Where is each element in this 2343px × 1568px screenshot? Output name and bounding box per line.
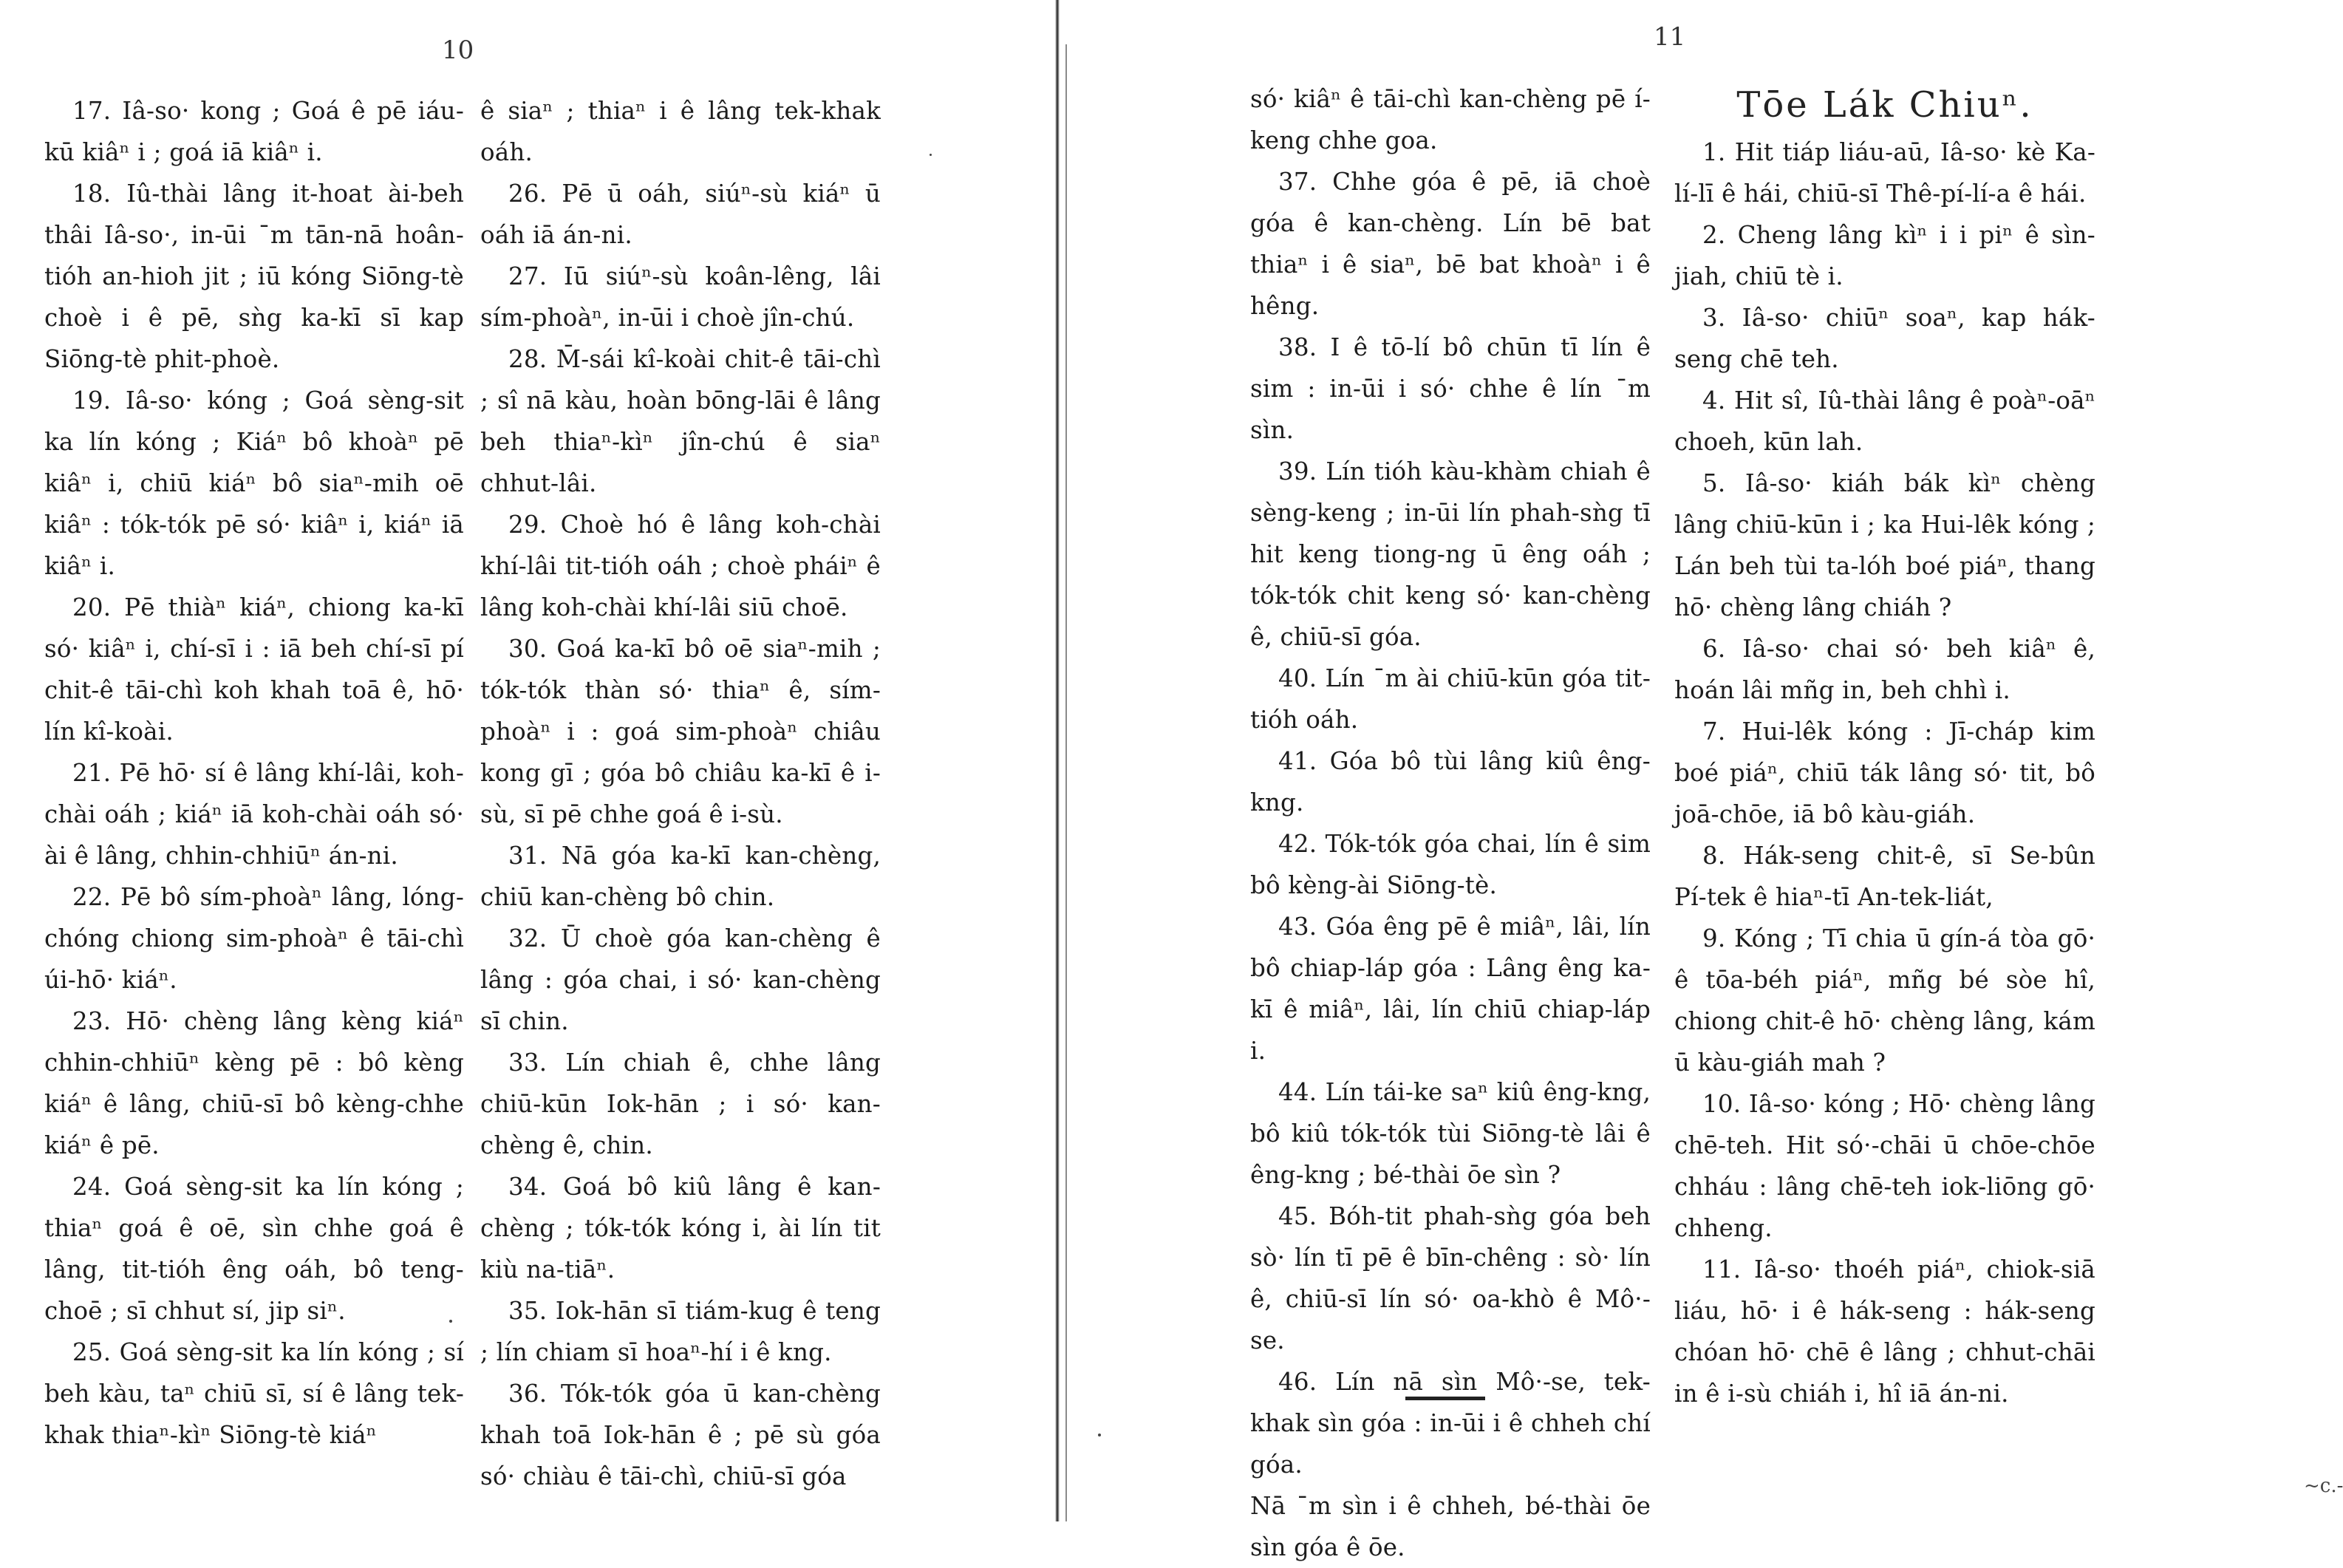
verse: 18. Iû-thài lâng it-hoat ài-beh thâi Iâ-so·, in-ūi ˉm tān-nā hoân-tióh an-hioh jit ; iū kóng Siōng-tè choè i ê pē, sǹg ka-kī sī kap Siōng-tè phit-phoè. [44, 180, 464, 373]
verse: 41. Góa bô tùi lâng kiû êng-kng. [1250, 747, 1651, 817]
end-rule [1405, 1397, 1485, 1400]
verse: 7. Hui-lêk kóng : Jī-cháp kim boé piáⁿ, chiū ták lâng só· tit, bô joā-chōe, iā bô kàu-giáh. [1674, 717, 2095, 828]
right-page [1057, 0, 2343, 1561]
verse: 38. I ê tō-lí bô chūn tī lín ê sim : in-ūi i só· chhe ê lín ˉm sìn. [1250, 333, 1651, 444]
verse: 6. Iâ-so· chai só· beh kiâⁿ ê, hoán lâi mñg in, beh chhì i. [1674, 635, 2095, 704]
verse: 29. Choè hó ê lâng koh-chài khí-lâi tit-tióh oáh ; choè pháiⁿ ê lâng koh-chài khí-lâi siū choē. [480, 511, 881, 621]
verse: 21. Pē hō· sí ê lâng khí-lâi, koh-chài oáh ; kiáⁿ iā koh-chài oáh só· ài ê lâng, chhin-chhiūⁿ án-ni. [44, 759, 464, 870]
verse: 1. Hit tiáp liáu-aū, Iâ-so· kè Ka-lí-lī ê hái, chiū-sī Thê-pí-lí-a ê hái. [1674, 138, 2095, 208]
chapter-body [1674, 132, 2095, 1414]
verse: 39. Lín tióh kàu-khàm chiah ê sèng-keng ; in-ūi lín phah-sǹg tī hit keng tiong-ng ū êng oáh ; tók-tók chit keng só· kan-chèng ê, chiū-sī góa. [1250, 457, 1651, 651]
ink-speck [1098, 1434, 1101, 1436]
verse: 3. Iâ-so· chiūⁿ soaⁿ, kap hák-seng chē teh. [1674, 304, 2095, 373]
verse: 11. Iâ-so· thoéh piáⁿ, chiok-siā liáu, hō· i ê hák-seng : hák-seng chóan hō· chē ê lâng ; chhut-chāi in ê i-sù chiáh i, hî iā án-ni. [1674, 1255, 2095, 1408]
verse: 35. Iok-hān sī tiám-kug ê teng ; lín chiam sī hoaⁿ-hí i ê kng. [480, 1297, 881, 1366]
ink-speck [930, 154, 932, 156]
left-page [0, 0, 1057, 1521]
verse: 25. Goá sèng-sit ka lín kóng ; sí beh kàu, taⁿ chiū sī, sí ê lâng tek-khak thiaⁿ-kìⁿ Siōng-tè kiáⁿ [44, 1338, 464, 1449]
text-column-right [480, 90, 881, 1497]
verse: 2. Cheng lâng kìⁿ i i piⁿ ê sìn-jiah, chiū tè i. [1674, 221, 2095, 290]
ink-speck [449, 1320, 452, 1323]
verse: 40. Lín ˉm ài chiū-kūn góa tit-tióh oáh. [1250, 664, 1651, 734]
page-number: 11 [1654, 22, 1686, 52]
page-number: 10 [442, 35, 474, 65]
verse: 26. Pē ū oáh, siúⁿ-sù kiáⁿ ū oáh iā án-ni. [480, 180, 881, 249]
text-column-left [1250, 78, 1651, 1568]
verse: 9. Kóng ; Tī chia ū gín-á tòa gō· ê tōa-béh piáⁿ, mñg bé sòe hî, chiong chit-ê hō· chèng lâng, kám ū kàu-giáh mah ? [1674, 924, 2095, 1077]
verse: 33. Lín chiah ê, chhe lâng chiū-kūn Iok-hān ; i só· kan-chèng ê, chin. [480, 1049, 881, 1159]
text-column-left [44, 90, 464, 1456]
continued-text: Nā ˉm sìn i ê chheh, bé-thài ōe sìn góa ê ōe. [1250, 1492, 1651, 1561]
verse: 5. Iâ-so· kiáh bák kìⁿ chèng lâng chiū-kūn i ; ka Hui-lêk kóng ; Lán beh tùi ta-lóh boé piáⁿ, thang hō· chèng lâng chiáh ? [1674, 469, 2095, 621]
verse: 23. Hō· chèng lâng kèng kiáⁿ chhin-chhiūⁿ kèng pē : bô kèng kiáⁿ ê lâng, chiū-sī bô kèng-chhe kiáⁿ ê pē. [44, 1007, 464, 1159]
verse: 46. Lín nā sìn Mô·-se, tek-khak sìn góa : in-ūi i ê chheh chí góa. [1250, 1368, 1651, 1479]
text-column-right [1674, 78, 2095, 1414]
verse: 44. Lín tái-ke saⁿ kiû êng-kng, bô kiû tók-tók tùi Siōng-tè lâi ê êng-kng ; bé-thài ōe sìn ? [1250, 1078, 1651, 1189]
continued-text: ê siaⁿ ; thiaⁿ i ê lâng tek-khak oáh. [480, 97, 881, 166]
verse: 32. Ū choè góa kan-chèng ê lâng : góa chai, i só· kan-chèng sī chin. [480, 924, 881, 1035]
verse: 20. Pē thiàⁿ kiáⁿ, chiong ka-kī só· kiâⁿ i, chí-sī i : iā beh chí-sī pí chit-ê tāi-chì koh khah toā ê, hō· lín kî-koài. [44, 593, 464, 746]
verse: 37. Chhe góa ê pē, iā choè góa ê kan-chèng. Lín bē bat thiaⁿ i ê siaⁿ, bē bat khoàⁿ i ê hêng. [1250, 168, 1651, 320]
verse: 4. Hit sî, Iû-thài lâng ê poàⁿ-oāⁿ choeh, kūn lah. [1674, 386, 2095, 456]
verse: 8. Hák-seng chit-ê, sī Se-bûn Pí-tek ê hiaⁿ-tī An-tek-liát, [1674, 842, 2095, 911]
verse: 24. Goá sèng-sit ka lín kóng ; thiaⁿ goá ê oē, sìn chhe goá ê lâng, tit-tióh êng oáh, bô teng-choē ; sī chhut sí, jip siⁿ. [44, 1173, 464, 1325]
continued-text: só· kiâⁿ ê tāi-chì kan-chèng pē í-keng chhe goa. [1250, 85, 1651, 154]
verse: 28. M̄-sái kî-koài chit-ê tāi-chì ; sî nā kàu, hoàn bōng-lāi ê lâng beh thiaⁿ-kìⁿ jîn-chú ê siaⁿ chhut-lâi. [480, 345, 881, 497]
verse: 45. Bóh-tit phah-sǹg góa beh sò· lín tī pē ê bīn-chêng : sò· lín ê, chiū-sī lín só· oa-khò ê Mô·-se. [1250, 1202, 1651, 1354]
chapter-title: Tōe Lák Chiuⁿ. [1736, 84, 2033, 126]
verse: 42. Tók-tók góa chai, lín ê sim bô kèng-ài Siōng-tè. [1250, 830, 1651, 899]
verse: 10. Iâ-so· kóng ; Hō· chèng lâng chē-teh. Hit só·-chāi ū chōe-chōe chháu : lâng chē-teh iok-liōng gō· chheng. [1674, 1090, 2095, 1242]
verse: 43. Góa êng pē ê miâⁿ, lâi, lín bô chiap-láp góa : Lâng êng ka-kī ê miâⁿ, lâi, lín chiū chiap-láp i. [1250, 913, 1651, 1065]
printer-mark: ~c.- [2304, 1475, 2343, 1497]
verse: 34. Goá bô kiû lâng ê kan-chèng ; tók-tók kóng i, ài lín tit kiù na-tiāⁿ. [480, 1173, 881, 1284]
verse: 22. Pē bô sím-phoàⁿ lâng, lóng-chóng chiong sim-phoàⁿ ê tāi-chì úi-hō· kiáⁿ. [44, 883, 464, 994]
verse: 31. Nā góa ka-kī kan-chèng, chiū kan-chèng bô chin. [480, 842, 881, 911]
verse: 30. Goá ka-kī bô oē siaⁿ-mih ; tók-tók thàn só· thiaⁿ ê, sím-phoàⁿ i : goá sim-phoàⁿ chiâu kong gī ; góa bô chiâu ka-kī ê i-sù, sī pē chhe goá ê i-sù. [480, 635, 881, 828]
verse: 17. Iâ-so· kong ; Goá ê pē iáu-kū kiâⁿ i ; goá iā kiâⁿ i. [44, 97, 464, 166]
verse: 27. Iū siúⁿ-sù koân-lêng, lâi sím-phoàⁿ, in-ūi i choè jîn-chú. [480, 262, 881, 332]
verse: 36. Tók-tók góa ū kan-chèng khah toā Iok-hān ê ; pē sù góa só· chiàu ê tāi-chì, chiū-sī góa [480, 1380, 881, 1490]
verse: 19. Iâ-so· kóng ; Goá sèng-sit ka lín kóng ; Kiáⁿ bô khoàⁿ pē kiâⁿ i, chiū kiáⁿ bô siaⁿ-mih oē kiâⁿ : tók-tók pē só· kiâⁿ i, kiáⁿ iā kiâⁿ i. [44, 386, 464, 580]
